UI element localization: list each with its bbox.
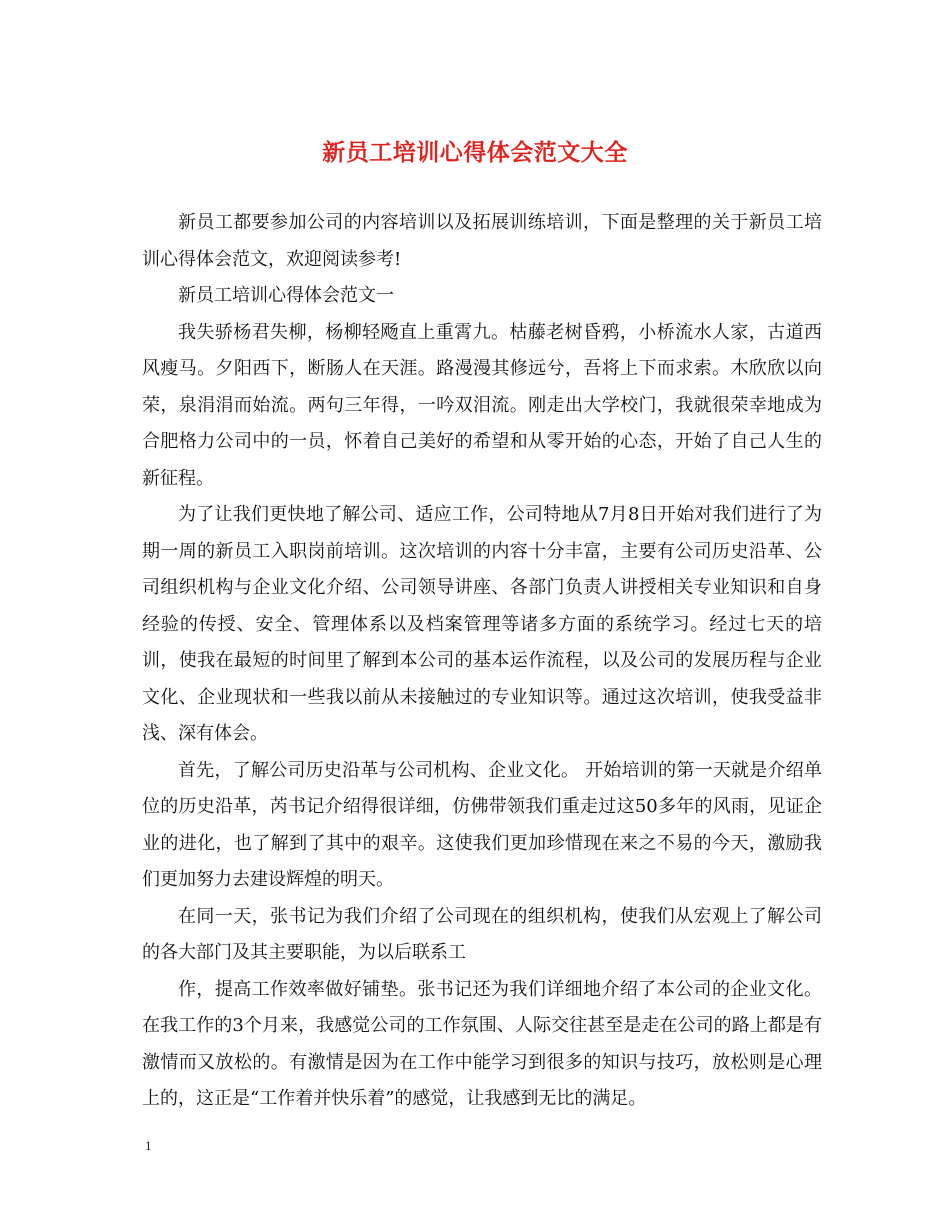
paragraph-1: 我失骄杨君失柳，杨柳轻飏直上重霄九。枯藤老树昏鸦，小桥流水人家，古道西风瘦马。夕阳西下，断肠人在天涯。路漫漫其修远兮，吾将上下而求索。木欣欣以向荣，泉涓涓而始流。两句三年得，一吟双泪流。刚走出大学校门，我就很荣幸地成为合肥格力公司中的一员，怀着自己美好的希望和从零开始的心态，开始了自己人生的新征程。 [142, 321, 822, 489]
page-number: 1 [145, 1138, 152, 1153]
document-title: 新员工培训心得体会范文大全 [322, 139, 628, 166]
paragraph-intro: 新员工都要参加公司的内容培训以及拓展训练培训，下面是整理的关于新员工培训心得体会范文，欢迎阅读参考! [142, 212, 822, 270]
document-body [142, 205, 822, 1118]
paragraph-4: 在同一天，张书记为我们介绍了公司现在的组织机构，使我们从宏观上了解公司的各大部门及其主要职能，为以后联系工 [142, 905, 822, 963]
paragraph-5: 作，提高工作效率做好铺垫。张书记还为我们详细地介绍了本公司的企业文化。在我工作的3个月来，我感觉公司的工作氛围、人际交往甚至是走在公司的路上都是有激情而又放松的。有激情是因为在工作中能学习到很多的知识与技巧，放松则是心理上的，这正是“工作着并快乐着”的感觉，让我感到无比的满足。 [142, 978, 822, 1109]
section-heading: 新员工培训心得体会范文一 [178, 285, 394, 306]
paragraph-3: 首先，了解公司历史沿革与公司机构、企业文化。 开始培训的第一天就是介绍单位的历史沿革，芮书记介绍得很详细，仿佛带领我们重走过这50多年的风雨，见证企业的进化，也了解到了其中的艰辛。这使我们更加珍惜现在来之不易的今天，激励我们更加努力去建设辉煌的明天。 [142, 759, 822, 890]
paragraph-2: 为了让我们更快地了解公司、适应工作，公司特地从7月8日开始对我们进行了为期一周的新员工入职岗前培训。这次培训的内容十分丰富，主要有公司历史沿革、公司组织机构与企业文化介绍、公司领导讲座、各部门负责人讲授相关专业知识和自身经验的传授、安全、管理体系以及档案管理等诸多方面的系统学习。经过七天的培训，使我在最短的时间里了解到本公司的基本运作流程，以及公司的发展历程与企业文化、企业现状和一些我以前从未接触过的专业知识等。通过这次培训，使我受益非浅、深有体会。 [142, 504, 822, 744]
